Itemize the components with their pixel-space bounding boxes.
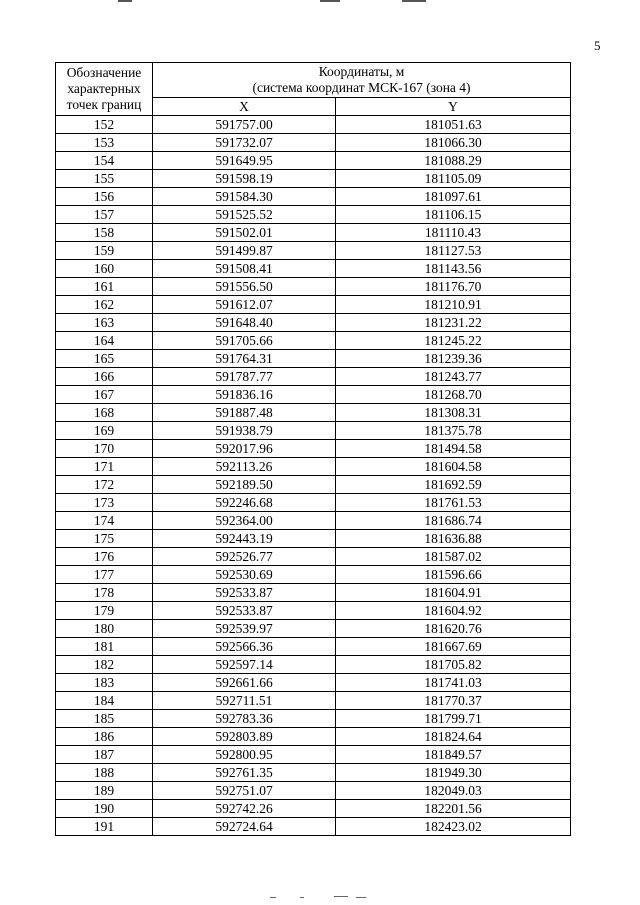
table-row: [56, 314, 571, 332]
y-coordinate-cell: 181636.88: [336, 530, 571, 548]
y-coordinate-cell: 181620.76: [336, 620, 571, 638]
point-number-cell: 173: [56, 494, 153, 512]
x-coordinate-cell: 591499.87: [153, 242, 336, 260]
table-row: [56, 620, 571, 638]
point-number-cell: 187: [56, 746, 153, 764]
x-coordinate-cell: 591887.48: [153, 404, 336, 422]
y-coordinate-cell: 181770.37: [336, 692, 571, 710]
x-coordinate-cell: 592724.64: [153, 818, 336, 836]
x-coordinate-cell: 592539.97: [153, 620, 336, 638]
coordinates-title: Координаты, м: [318, 64, 405, 79]
y-coordinate-cell: 181799.71: [336, 710, 571, 728]
point-number-cell: 165: [56, 350, 153, 368]
x-coordinate-cell: 592246.68: [153, 494, 336, 512]
table-row: [56, 368, 571, 386]
point-number-cell: 154: [56, 152, 153, 170]
y-coordinate-cell: 181210.91: [336, 296, 571, 314]
table-row: [56, 458, 571, 476]
point-header-line: характерных: [67, 81, 141, 96]
point-number-cell: 163: [56, 314, 153, 332]
y-coordinate-cell: 181088.29: [336, 152, 571, 170]
y-coordinate-cell: 181604.92: [336, 602, 571, 620]
table-row: [56, 710, 571, 728]
y-coordinate-cell: 181243.77: [336, 368, 571, 386]
y-coordinate-cell: 181066.30: [336, 134, 571, 152]
y-coordinate-cell: 181308.31: [336, 404, 571, 422]
page-number: 5: [594, 38, 601, 53]
x-coordinate-cell: 591787.77: [153, 368, 336, 386]
table-row: [56, 728, 571, 746]
point-number-cell: 159: [56, 242, 153, 260]
y-coordinate-cell: 181705.82: [336, 656, 571, 674]
point-number-cell: 153: [56, 134, 153, 152]
x-coordinate-cell: 591612.07: [153, 296, 336, 314]
point-number-cell: 177: [56, 566, 153, 584]
table-row: [56, 152, 571, 170]
table-row: [56, 296, 571, 314]
table-row: [56, 404, 571, 422]
x-coordinate-cell: 592711.51: [153, 692, 336, 710]
point-header-line: точек границ: [66, 97, 142, 112]
point-number-cell: 186: [56, 728, 153, 746]
table-row: [56, 134, 571, 152]
y-coordinate-cell: 181761.53: [336, 494, 571, 512]
table-row: [56, 782, 571, 800]
scan-mark: [320, 0, 340, 2]
x-coordinate-cell: 591732.07: [153, 134, 336, 152]
y-coordinate-cell: 181741.03: [336, 674, 571, 692]
point-number-cell: 185: [56, 710, 153, 728]
point-header-line: Обозначение: [66, 65, 142, 80]
scan-mark: [402, 0, 426, 2]
x-coordinate-cell: 592761.35: [153, 764, 336, 782]
x-coordinate-cell: 591508.41: [153, 260, 336, 278]
bottom-scan-marks: [260, 896, 380, 900]
coordinates-header: [153, 63, 571, 98]
table-row: [56, 674, 571, 692]
point-number-cell: 161: [56, 278, 153, 296]
point-number-cell: 181: [56, 638, 153, 656]
point-number-cell: 171: [56, 458, 153, 476]
y-coordinate-cell: 181051.63: [336, 116, 571, 134]
y-coordinate-cell: 181604.58: [336, 458, 571, 476]
y-coordinate-cell: 181667.69: [336, 638, 571, 656]
table-row: [56, 278, 571, 296]
table-row: [56, 422, 571, 440]
point-designation-header: [56, 63, 153, 116]
y-coordinate-cell: 182423.02: [336, 818, 571, 836]
x-coordinate-cell: 591649.95: [153, 152, 336, 170]
y-coordinate-cell: 182049.03: [336, 782, 571, 800]
table-row: [56, 386, 571, 404]
coordinates-body: [56, 116, 571, 836]
table-row: [56, 116, 571, 134]
y-coordinate-cell: 181239.36: [336, 350, 571, 368]
table-row: [56, 224, 571, 242]
top-scan-marks: [0, 0, 640, 6]
y-coordinate-cell: 181949.30: [336, 764, 571, 782]
x-coordinate-cell: 592803.89: [153, 728, 336, 746]
point-number-cell: 191: [56, 818, 153, 836]
point-number-cell: 160: [56, 260, 153, 278]
point-number-cell: 152: [56, 116, 153, 134]
x-coordinate-cell: 591556.50: [153, 278, 336, 296]
point-number-cell: 175: [56, 530, 153, 548]
y-coordinate-cell: 181268.70: [336, 386, 571, 404]
table-row: [56, 530, 571, 548]
point-number-cell: 168: [56, 404, 153, 422]
x-coordinate-cell: 591757.00: [153, 116, 336, 134]
y-coordinate-cell: 181110.43: [336, 224, 571, 242]
x-coordinate-cell: 591525.52: [153, 206, 336, 224]
table-row: [56, 818, 571, 836]
y-coordinate-cell: 181176.70: [336, 278, 571, 296]
point-number-cell: 184: [56, 692, 153, 710]
point-number-cell: 170: [56, 440, 153, 458]
y-coordinate-cell: 181143.56: [336, 260, 571, 278]
x-coordinate-cell: 591598.19: [153, 170, 336, 188]
x-coordinate-cell: 592597.14: [153, 656, 336, 674]
table-row: [56, 170, 571, 188]
y-coordinate-cell: 181231.22: [336, 314, 571, 332]
y-coordinate-cell: 181105.09: [336, 170, 571, 188]
y-coordinate-cell: 181849.57: [336, 746, 571, 764]
x-coordinate-cell: 591764.31: [153, 350, 336, 368]
point-number-cell: 179: [56, 602, 153, 620]
table-row: [56, 638, 571, 656]
y-coordinate-cell: 182201.56: [336, 800, 571, 818]
x-coordinate-cell: 592530.69: [153, 566, 336, 584]
x-coordinate-cell: 592443.19: [153, 530, 336, 548]
y-coordinate-cell: 181604.91: [336, 584, 571, 602]
x-coordinate-cell: 592526.77: [153, 548, 336, 566]
coordinate-system: (система координат МСК-167 (зона 4): [252, 80, 471, 95]
x-coordinate-cell: 591502.01: [153, 224, 336, 242]
y-coordinate-cell: 181097.61: [336, 188, 571, 206]
point-number-cell: 190: [56, 800, 153, 818]
y-coordinate-cell: 181587.02: [336, 548, 571, 566]
x-coordinate-cell: 592783.36: [153, 710, 336, 728]
table-row: [56, 602, 571, 620]
table-row: [56, 350, 571, 368]
table-row: [56, 260, 571, 278]
scan-mark: [118, 0, 132, 2]
table-row: [56, 764, 571, 782]
y-coordinate-cell: 181106.15: [336, 206, 571, 224]
table-row: [56, 746, 571, 764]
point-number-cell: 164: [56, 332, 153, 350]
point-number-cell: 166: [56, 368, 153, 386]
y-coordinate-cell: 181686.74: [336, 512, 571, 530]
table-row: [56, 692, 571, 710]
point-number-cell: 189: [56, 782, 153, 800]
point-number-cell: 180: [56, 620, 153, 638]
y-column-header: Y: [336, 98, 571, 116]
y-coordinate-cell: 181127.53: [336, 242, 571, 260]
y-coordinate-cell: 181494.58: [336, 440, 571, 458]
y-coordinate-cell: 181692.59: [336, 476, 571, 494]
table-row: [56, 566, 571, 584]
x-coordinate-cell: 592800.95: [153, 746, 336, 764]
x-coordinate-cell: 591836.16: [153, 386, 336, 404]
x-column-header: X: [153, 98, 336, 116]
table-row: [56, 512, 571, 530]
x-coordinate-cell: 592189.50: [153, 476, 336, 494]
x-coordinate-cell: 592742.26: [153, 800, 336, 818]
x-coordinate-cell: 591584.30: [153, 188, 336, 206]
point-number-cell: 188: [56, 764, 153, 782]
x-coordinate-cell: 592566.36: [153, 638, 336, 656]
point-number-cell: 176: [56, 548, 153, 566]
point-number-cell: 169: [56, 422, 153, 440]
point-number-cell: 155: [56, 170, 153, 188]
y-coordinate-cell: 181596.66: [336, 566, 571, 584]
table-row: [56, 440, 571, 458]
point-number-cell: 156: [56, 188, 153, 206]
x-coordinate-cell: 591938.79: [153, 422, 336, 440]
table-row: [56, 656, 571, 674]
table-row: [56, 584, 571, 602]
table-row: [56, 206, 571, 224]
table-row: [56, 332, 571, 350]
x-coordinate-cell: 592751.07: [153, 782, 336, 800]
x-coordinate-cell: 592533.87: [153, 584, 336, 602]
x-coordinate-cell: 592533.87: [153, 602, 336, 620]
x-coordinate-cell: 591705.66: [153, 332, 336, 350]
point-number-cell: 182: [56, 656, 153, 674]
y-coordinate-cell: 181375.78: [336, 422, 571, 440]
x-coordinate-cell: 592661.66: [153, 674, 336, 692]
y-coordinate-cell: 181245.22: [336, 332, 571, 350]
point-number-cell: 157: [56, 206, 153, 224]
x-coordinate-cell: 592364.00: [153, 512, 336, 530]
coordinates-table: [55, 62, 571, 836]
point-number-cell: 172: [56, 476, 153, 494]
table-row: [56, 800, 571, 818]
table-row: [56, 494, 571, 512]
table-row: [56, 476, 571, 494]
point-number-cell: 167: [56, 386, 153, 404]
point-number-cell: 183: [56, 674, 153, 692]
table-row: [56, 242, 571, 260]
y-coordinate-cell: 181824.64: [336, 728, 571, 746]
table-row: [56, 188, 571, 206]
point-number-cell: 158: [56, 224, 153, 242]
x-coordinate-cell: 592113.26: [153, 458, 336, 476]
table-row: [56, 548, 571, 566]
x-coordinate-cell: 591648.40: [153, 314, 336, 332]
point-number-cell: 174: [56, 512, 153, 530]
x-coordinate-cell: 592017.96: [153, 440, 336, 458]
point-number-cell: 162: [56, 296, 153, 314]
point-number-cell: 178: [56, 584, 153, 602]
